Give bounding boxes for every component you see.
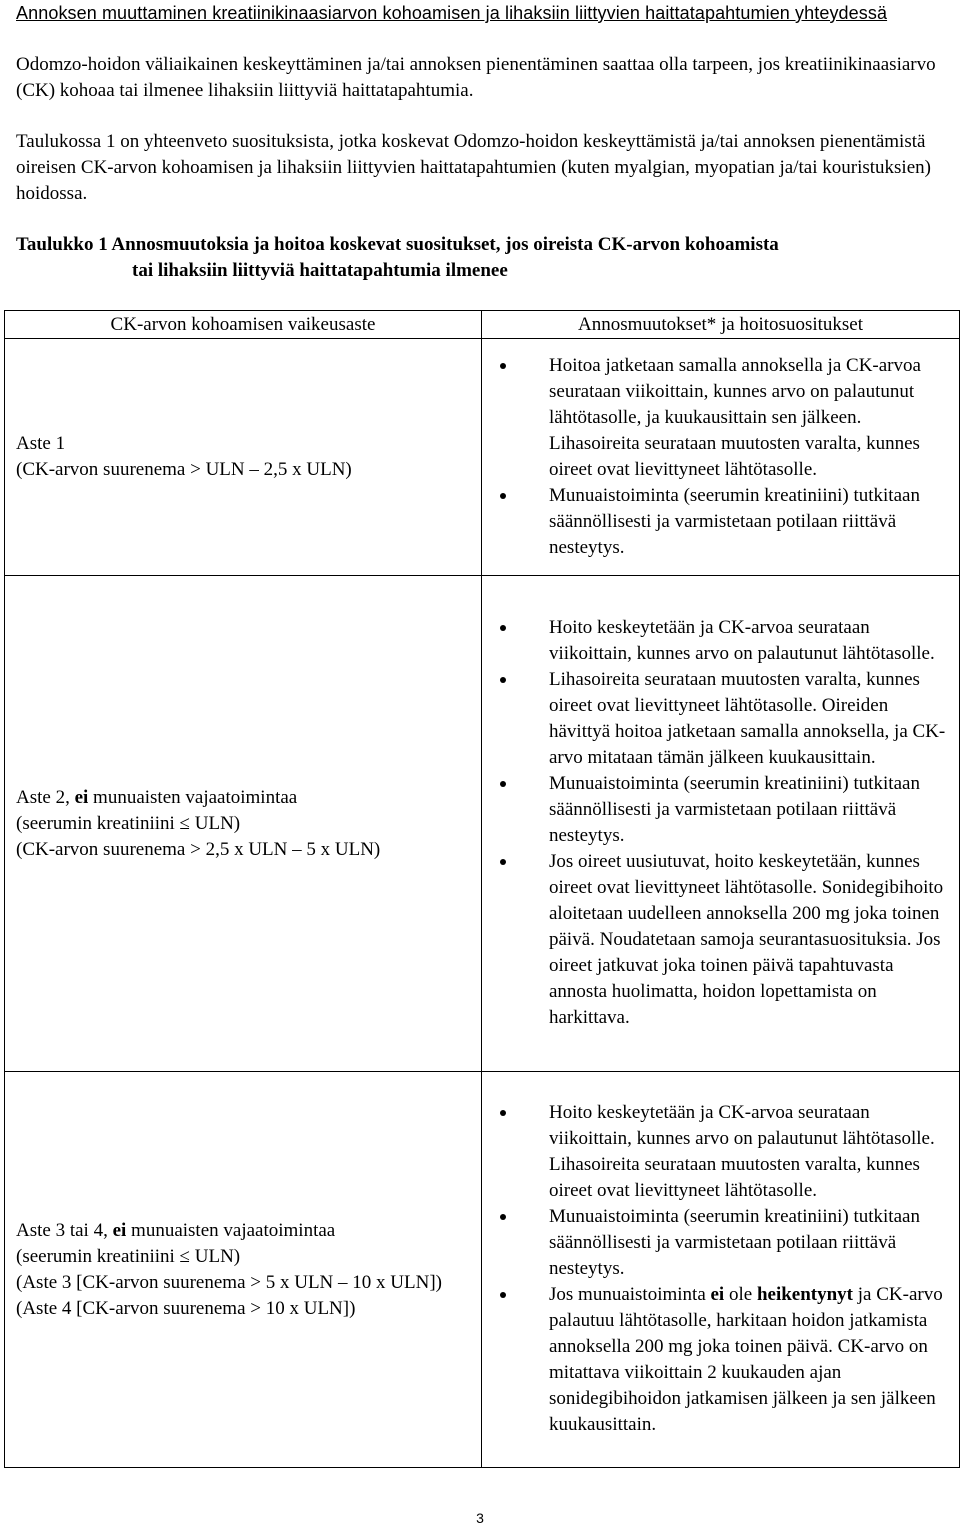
list-item: Jos munuaistoiminta ei ole heikentynyt ja CK-arvo palautuu lähtötasolle, harkitaan hoidon jatkamista annoksella 200 mg joka toinen päivä. CK-arvo on mitattava viikoittain 2 kuukauden ajan sonidegibihoidon jatkamisen jälkeen ja sen jälkeen kuukausittain.: [482, 1282, 959, 1438]
table-caption-line1: Taulukko 1 Annosmuutoksia ja hoitoa koskevat suositukset, jos oireista CK-arvon kohoamista: [16, 234, 779, 255]
recommendation-list: [482, 615, 959, 1031]
table-header-row: [5, 311, 960, 339]
table-row: [5, 339, 960, 576]
page-number: 3: [476, 1510, 484, 1526]
table-row: [5, 576, 960, 1072]
recommendations-cell: [482, 339, 960, 576]
severity-title: Aste 2, ei munuaisten vajaatoimintaa: [16, 786, 298, 808]
list-item: Hoito keskeytetään ja CK-arvoa seurataan viikoittain, kunnes arvo on palautunut lähtötasolle. Lihasoireita seurataan muutosten varalta, kunnes oireet ovat lievittyneet lähtötasolle.: [482, 1100, 959, 1204]
severity-detail: (CK-arvon suurenema > ULN – 2,5 x ULN): [16, 459, 352, 480]
severity-detail: (seerumin kreatiniini ≤ ULN): [16, 1245, 241, 1267]
header-recommendations: Annosmuutokset* ja hoitosuositukset: [482, 311, 960, 339]
list-item: Munuaistoiminta (seerumin kreatiniini) tutkitaan säännöllisesti ja varmistetaan potilaan riittävä nesteytys.: [482, 483, 959, 561]
header-severity: CK-arvon kohoamisen vaikeusaste: [5, 311, 482, 339]
recommendations-table: [4, 310, 960, 1468]
severity-cell: [5, 339, 482, 576]
list-item: Jos oireet uusiutuvat, hoito keskeytetään, kunnes oireet ovat lievittyneet lähtötasolle. Sonidegibihoito aloitetaan uudelleen annoksella 200 mg joka toinen päivä. Noudatetaan samoja seurantasuosituksia. Jos oireet jatkuvat joka toinen päivä tapahtuvasta annosta huolimatta, hoidon lopettamista on harkittava.: [482, 849, 959, 1031]
list-item: Munuaistoiminta (seerumin kreatiniini) tutkitaan säännöllisesti ja varmistetaan potilaan riittävä nesteytys.: [482, 1204, 959, 1282]
severity-title: Aste 3 tai 4, ei munuaisten vajaatoimintaa: [16, 1219, 336, 1241]
list-item: Hoito keskeytetään ja CK-arvoa seurataan viikoittain, kunnes arvo on palautunut lähtötasolle.: [482, 615, 959, 667]
recommendation-list: [482, 353, 959, 561]
severity-title: Aste 1: [16, 433, 66, 454]
table-caption: [16, 232, 946, 284]
intro-text: Odomzo-hoidon väliaikainen keskeyttäminen ja/tai annoksen pienentäminen saattaa olla tarpeen, jos kreatiinikinaasiarvo (CK) kohoaa tai ilmenee lihaksiin liittyviä haittatapahtumia.: [16, 54, 936, 101]
severity-detail: (Aste 3 [CK-arvon suurenema > 5 x ULN – 10 x ULN]): [16, 1271, 442, 1293]
list-item: Hoitoa jatketaan samalla annoksella ja CK-arvoa seurataan viikoittain, kunnes arvo on palautunut lähtötasolle, ja kuukausittain sen jälkeen. Lihasoireita seurataan muutosten varalta, kunnes oireet ovat lievittyneet lähtötasolle.: [482, 353, 959, 483]
list-item: Lihasoireita seurataan muutosten varalta, kunnes oireet ovat lievittyneet lähtötasolle. Oireiden hävittyä hoitoa jatketaan samalla annoksella, ja CK-arvo mitataan tämän jälkeen kuukausittain.: [482, 667, 959, 771]
severity-cell: [5, 1072, 482, 1468]
list-item: Munuaistoiminta (seerumin kreatiniini) tutkitaan säännöllisesti ja varmistetaan potilaan riittävä nesteytys.: [482, 771, 959, 849]
severity-detail: (CK-arvon suurenema > 2,5 x ULN – 5 x ULN): [16, 838, 381, 860]
table-row: [5, 1072, 960, 1468]
summary-paragraph: Taulukossa 1 on yhteenveto suosituksista, jotka koskevat Odomzo-hoidon keskeyttämistä ja/tai annoksen pienentämistä oireisen CK-arvon kohoamisen ja lihaksiin liittyvien haittatapahtumien (kuten myalgian, myopatian ja/tai kouristuksien) hoidossa.: [16, 131, 931, 204]
recommendations-cell: [482, 1072, 960, 1468]
recommendation-list: [482, 1100, 959, 1438]
severity-cell: [5, 576, 482, 1072]
section-heading: Annoksen muuttaminen kreatiinikinaasiarvon kohoamisen ja lihaksiin liittyvien haittatapahtumien yhteydessä: [16, 3, 888, 23]
recommendations-cell: [482, 576, 960, 1072]
table-caption-line2: tai lihaksiin liittyviä haittatapahtumia ilmenee: [132, 260, 508, 281]
severity-detail: (seerumin kreatiniini ≤ ULN): [16, 812, 241, 834]
severity-detail: (Aste 4 [CK-arvon suurenema > 10 x ULN]): [16, 1297, 356, 1319]
